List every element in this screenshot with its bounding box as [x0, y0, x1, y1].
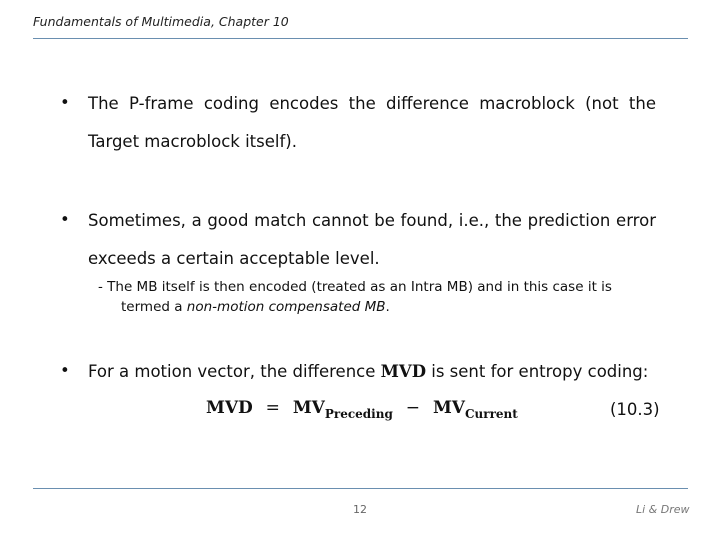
- sub-bullet-line2-before: termed a: [121, 299, 187, 315]
- equation: [206, 398, 518, 421]
- footer-divider: [33, 488, 688, 489]
- bullet-2-text: Sometimes, a good match cannot be found, i.e., the prediction error exceeds a certain acceptable level.: [88, 211, 656, 268]
- bullet-3-marker: •: [60, 361, 70, 380]
- bullet-1-marker: •: [60, 93, 70, 112]
- header-divider: [33, 38, 688, 39]
- footer-authors: Li & Drew: [636, 503, 690, 516]
- sub-bullet: [98, 277, 658, 317]
- equation-term1-subscript: Preceding: [324, 407, 393, 421]
- page-header-title: Fundamentals of Multimedia, Chapter 10: [33, 14, 289, 29]
- sub-bullet-line2-after: .: [385, 299, 390, 315]
- page-number: 12: [353, 503, 367, 516]
- equation-equals: =: [265, 398, 280, 418]
- equation-term1: MV: [292, 398, 325, 418]
- equation-term2: MV: [432, 398, 465, 418]
- equation-lhs: MVD: [206, 398, 253, 418]
- bullet-3-emphasis: MVD: [380, 362, 427, 381]
- bullet-1-text: The P-frame coding encodes the difference macroblock (not the Target macroblock itself).: [88, 94, 656, 151]
- bullet-2-marker: •: [60, 210, 70, 229]
- bullet-3-text-before: For a motion vector, the difference: [88, 362, 381, 381]
- equation-minus: −: [405, 398, 421, 418]
- bullet-3-text-after: is sent for entropy coding:: [426, 362, 649, 381]
- bullet-3-text: [88, 353, 656, 391]
- equation-number: (10.3): [610, 400, 660, 419]
- sub-bullet-line1: - The MB itself is then encoded (treated as an Intra MB) and in this case it is: [98, 279, 612, 295]
- sub-bullet-emphasis: non-motion compensated MB: [186, 299, 386, 315]
- equation-term2-subscript: Current: [464, 407, 518, 421]
